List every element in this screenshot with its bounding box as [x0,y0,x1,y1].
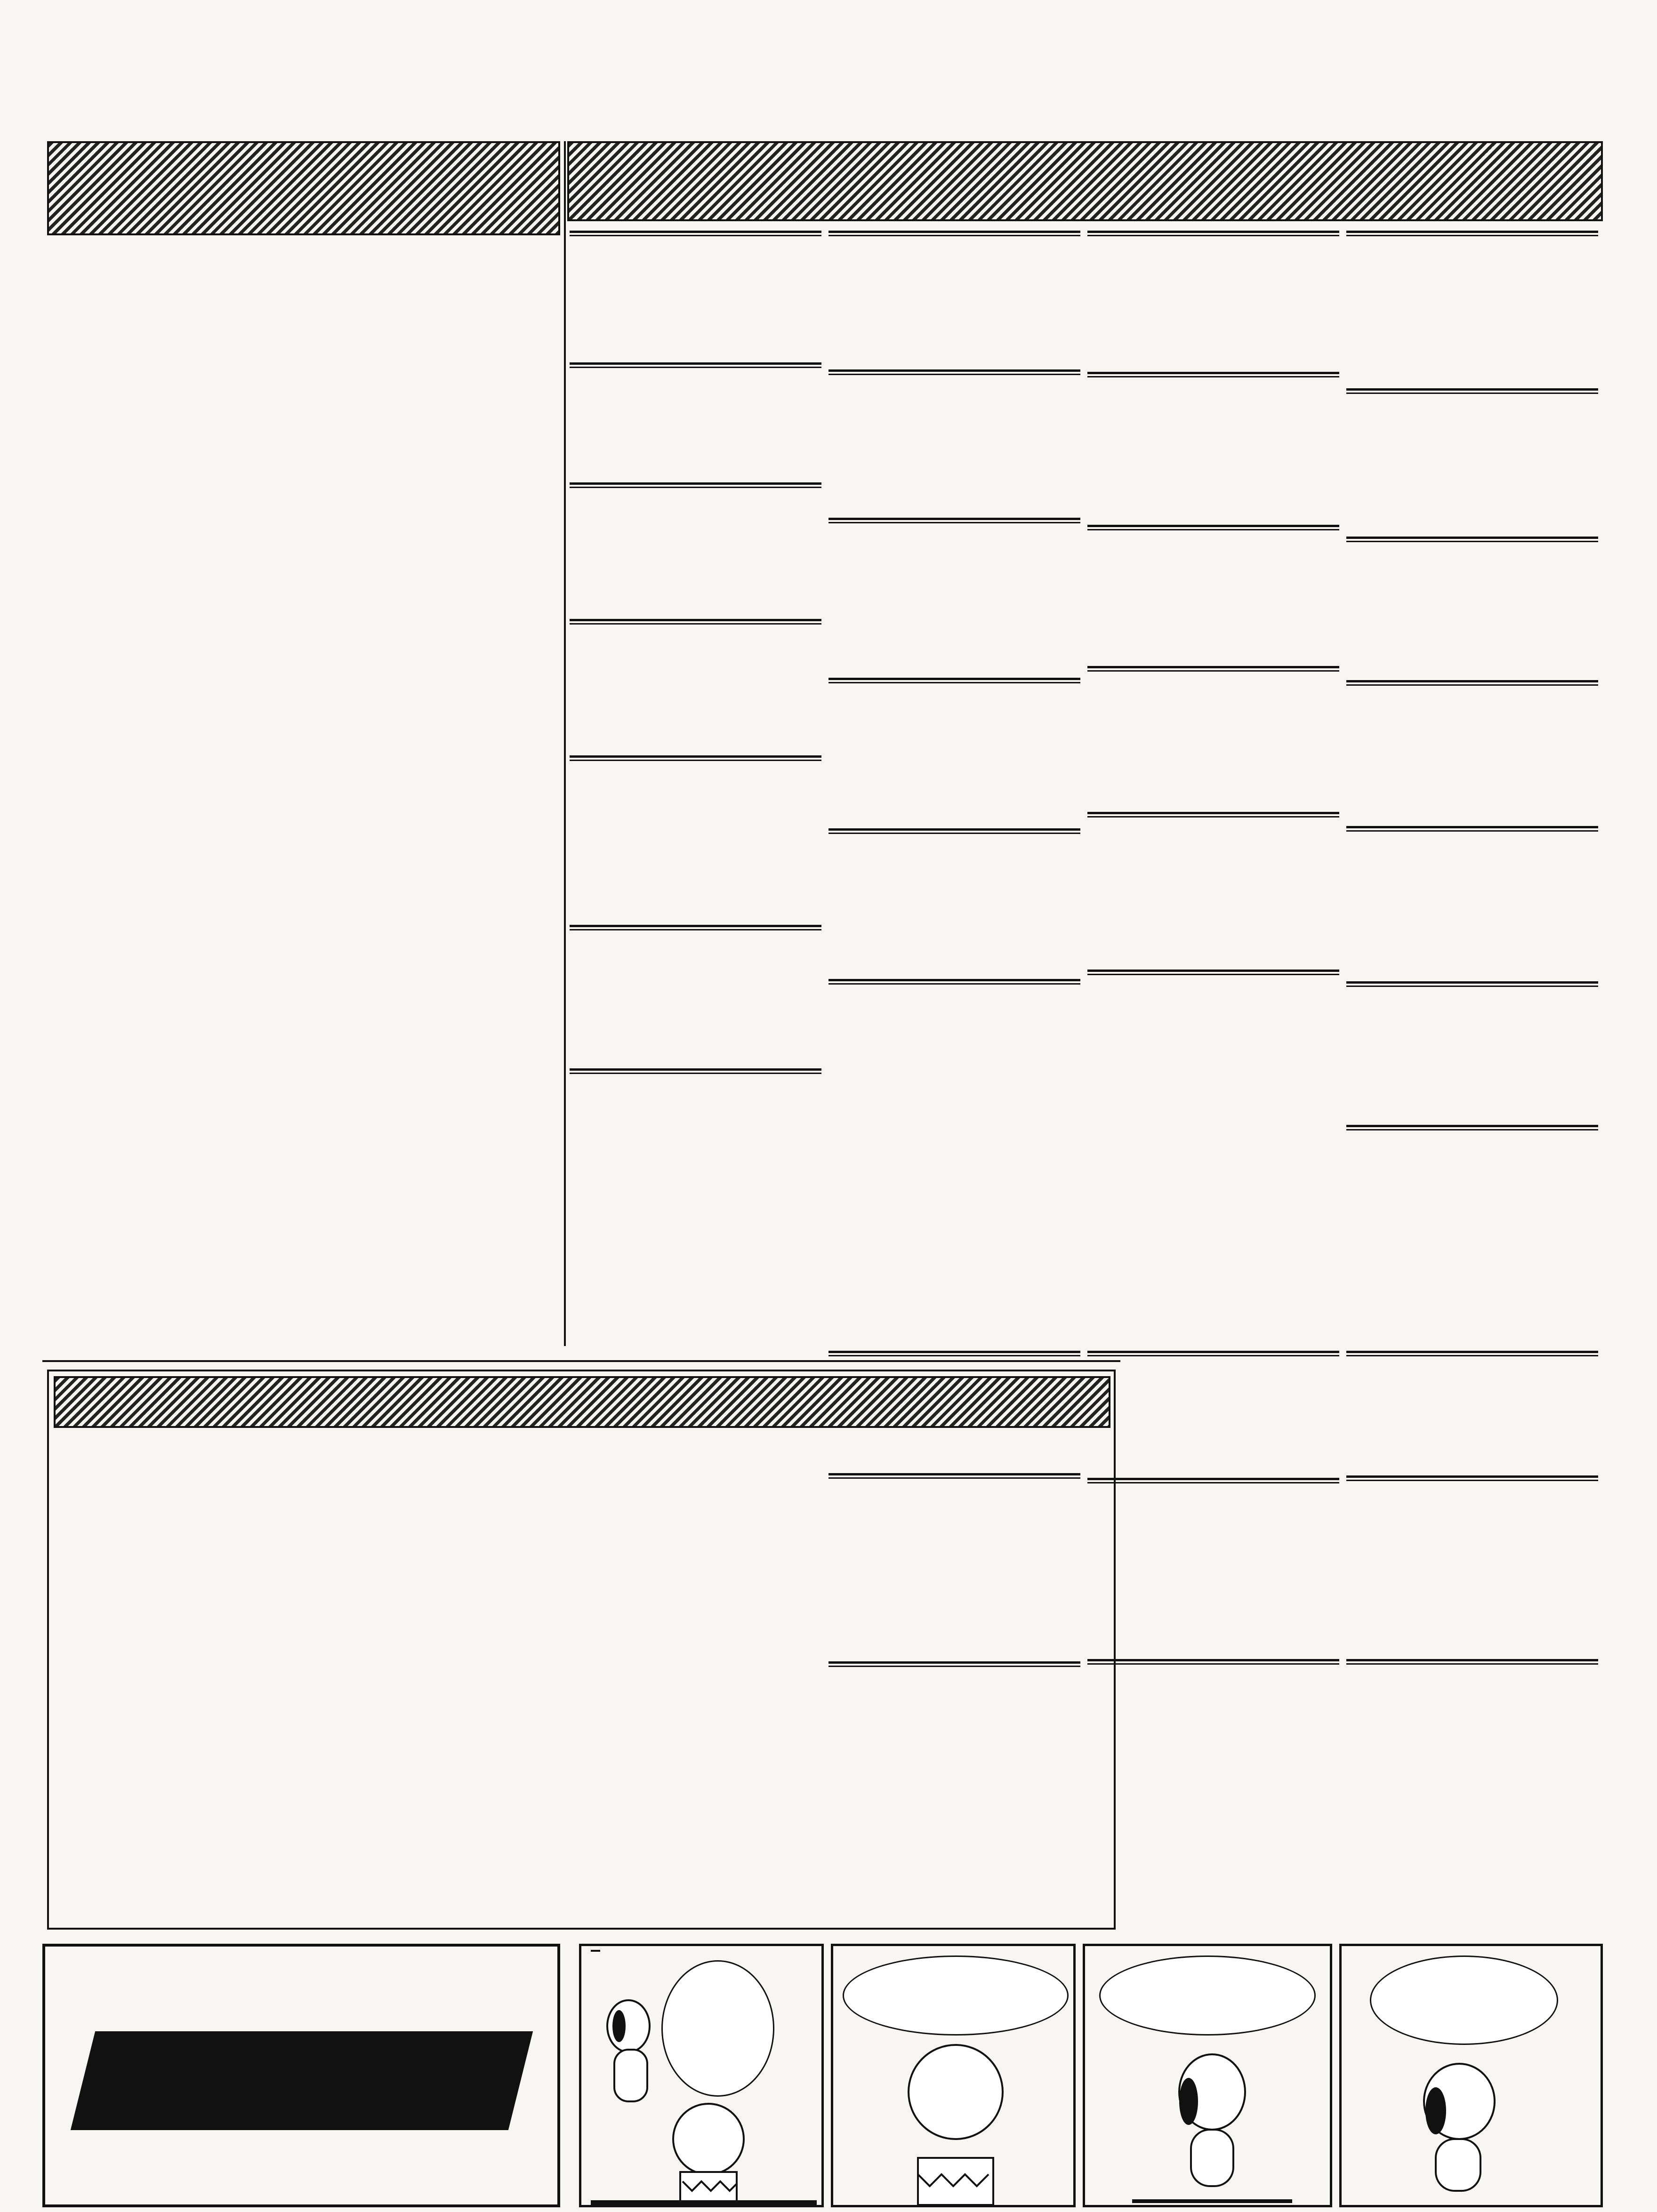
cinema-header [1087,1480,1339,1483]
cinema-card [828,231,1080,367]
cinema-card [1346,826,1598,979]
cinema-header [828,233,1080,236]
cinema-header [1087,972,1339,975]
cinema-card [828,828,1080,974]
cinema-card [1346,1351,1598,1473]
cinema-header [828,981,1080,985]
galp-logo [71,2031,533,2130]
teatros-col2 [313,1430,560,1432]
teatros-col3 [571,1430,816,1432]
cinema-card [1087,372,1339,522]
comic-panel-3 [1083,1944,1332,2207]
cinema-card [828,369,1080,515]
cinema-card [1346,537,1598,678]
cinema-card [828,678,1080,826]
cinema-header [1346,1661,1598,1665]
cinema-card [1346,1125,1598,1285]
cinema-card [570,925,821,1066]
cinema-card [570,362,821,480]
cinema-header [828,1353,1080,1356]
cinema-header [570,927,821,930]
teatros-col1 [58,1430,303,1432]
cinema-header [1346,1478,1598,1481]
comic-panel-2 [831,1944,1076,2207]
cinema-card [570,231,821,358]
comic-bubble-2 [843,1956,1069,2036]
cinema-header [1346,233,1598,236]
cinema-header [1087,527,1339,530]
cinema-header [1087,668,1339,672]
cinema-header [570,758,821,761]
cinema-header [1346,391,1598,394]
cinema-header [828,372,1080,375]
cinema-header [1087,1353,1339,1356]
banner-teatros [54,1376,1110,1428]
cinema-card [570,619,821,753]
cinema-header [1087,233,1339,236]
cinema-card [1346,231,1598,386]
cinema-header [1346,1127,1598,1130]
cinema-card [1346,1475,1598,1657]
comic-panel-1 [579,1944,824,2207]
teatros-box [47,1370,1116,1930]
snoopy-charlie-icon [591,1974,817,2205]
charlie-brown-icon [861,2040,1050,2205]
cinema-header [1346,682,1598,686]
cinema-header [1346,539,1598,542]
cinema-card [1346,680,1598,824]
cinema-header [570,485,821,488]
cinema-card [570,1068,821,1224]
cinema-header [1346,1353,1598,1356]
cinema-card [570,482,821,617]
cinema-header [570,621,821,625]
snoopy-dancing-icon [1370,2059,1549,2205]
cinema-header [828,680,1080,683]
cinema-card [1087,666,1339,809]
comic-bubble-4 [1370,1956,1558,2045]
cinema-header [1087,814,1339,817]
cinema-card [1087,1478,1339,1657]
cinema-header [828,831,1080,834]
cinema-header [1087,374,1339,377]
cinema-header [1087,1661,1339,1665]
cinema-header [1346,984,1598,987]
cinema-header [570,365,821,368]
galp-advertisement [42,1944,560,2207]
cinema-card [1087,970,1339,1139]
cinema-card [1087,812,1339,967]
comic-panel-4 [1339,1944,1603,2207]
cinema-card [1087,1659,1339,1918]
cinema-card [828,979,1080,1158]
cinema-card [828,518,1080,675]
peanuts-sign [591,1950,600,1952]
cinema-card [1087,1351,1339,1475]
cinema-card [570,755,821,922]
cinema-card [1346,388,1598,534]
comic-bubble-3 [1099,1956,1316,2036]
cinema-header [828,520,1080,523]
cinema-card [1087,231,1339,369]
cinema-header [570,233,821,236]
cinema-header [570,1071,821,1074]
cinema-header [1346,828,1598,832]
cinema-card [1087,525,1339,664]
cinema-card [1346,981,1598,1122]
cinema-card [1346,1659,1598,1923]
snoopy-icon [1132,2050,1292,2205]
